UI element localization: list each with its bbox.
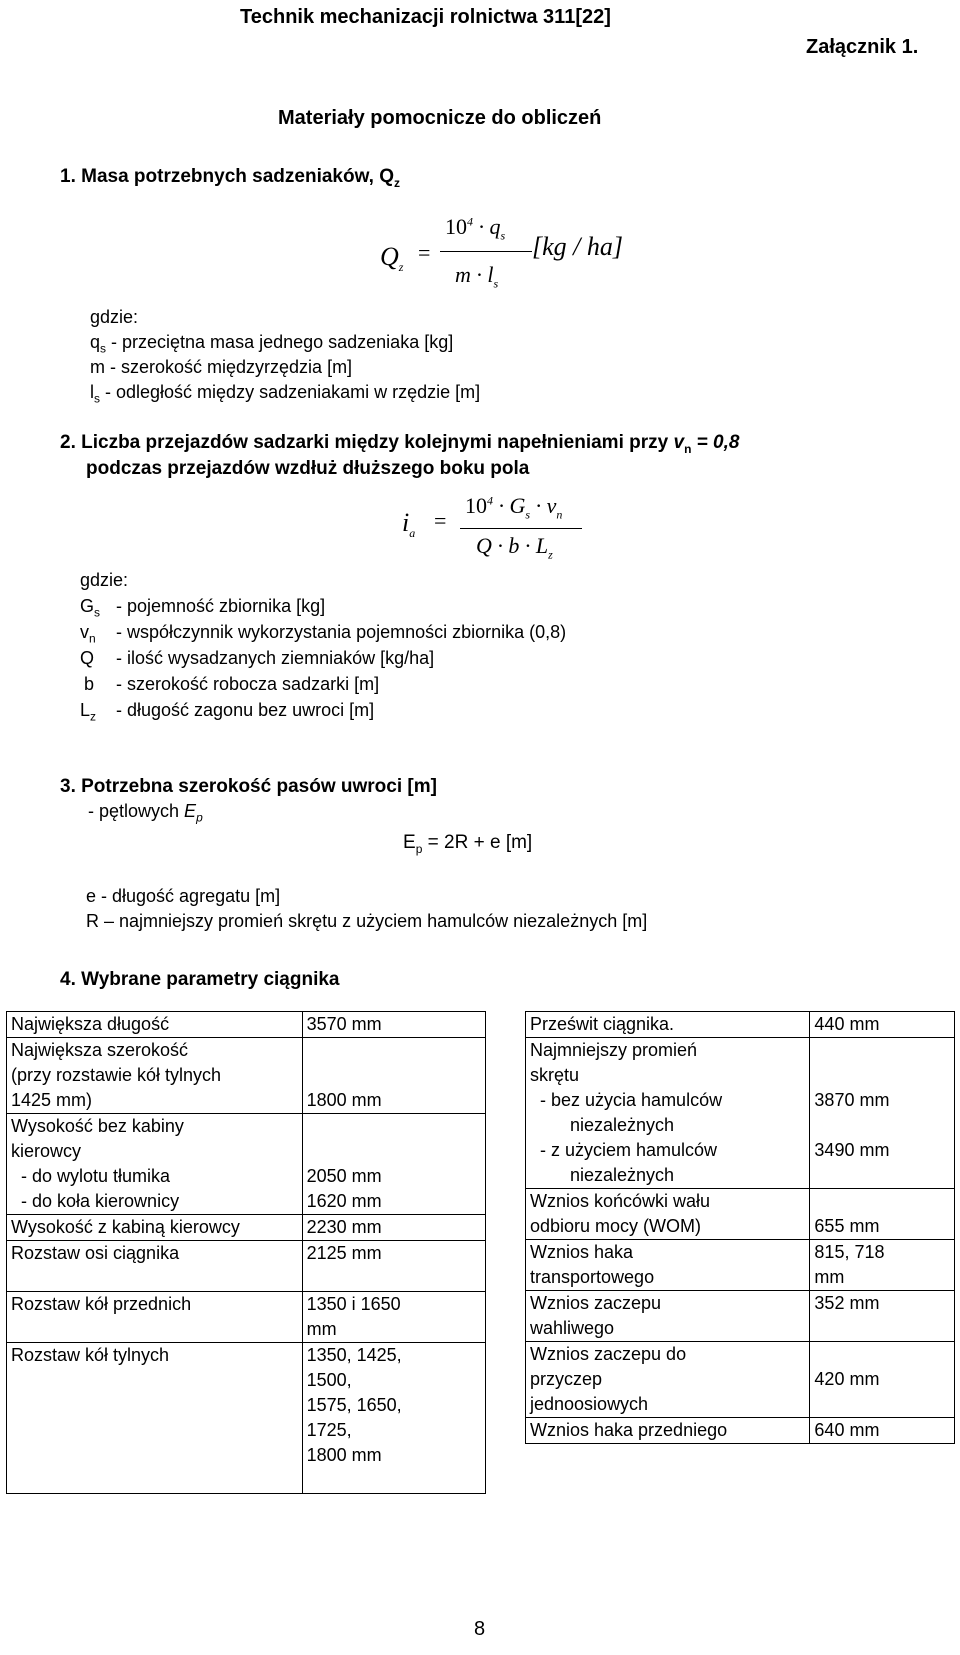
param-label bbox=[7, 1343, 303, 1494]
cell-line: - bez użycia hamulców bbox=[530, 1090, 723, 1110]
page-number: 8 bbox=[474, 1618, 486, 1640]
cell-line: 3870 mm bbox=[814, 1090, 890, 1110]
cell-line bbox=[814, 1316, 950, 1341]
right-params-table bbox=[525, 1011, 955, 1444]
section2-heading-line2: podczas przejazdów wzdłuż dłuższego boku pola bbox=[86, 458, 530, 479]
cell-line: Rozstaw kół tylnych bbox=[11, 1345, 170, 1365]
cell-line bbox=[11, 1443, 298, 1468]
document-title: Technik mechanizacji rolnictwa 311[22] bbox=[240, 6, 611, 28]
param-value bbox=[302, 1215, 485, 1241]
param-value bbox=[302, 1241, 485, 1292]
cell-line: 1800 mm bbox=[306, 1445, 382, 1465]
def-vn: $v_n$ - współczynnik wykorzystania pojemności zbiornika (0,8) bbox=[80, 622, 567, 646]
cell-line: 655 mm bbox=[814, 1216, 880, 1236]
cell-line: Największa szerokość bbox=[11, 1040, 189, 1060]
def-r: R – najmniejszy promień skrętu z użyciem hamulców niezależnych [m] bbox=[86, 911, 648, 931]
cell-line: Wysokość z kabiną kierowcy bbox=[11, 1217, 240, 1237]
section3-heading: 3. Potrzebna szerokość pasów uwroci [m] bbox=[60, 776, 437, 797]
param-value bbox=[810, 1291, 955, 1342]
cell-line: Najmniejszy promień bbox=[530, 1040, 698, 1060]
param-label bbox=[526, 1291, 810, 1342]
param-value bbox=[810, 1418, 955, 1444]
cell-line bbox=[307, 1038, 481, 1063]
table-row bbox=[7, 1241, 486, 1292]
cell-line bbox=[814, 1342, 950, 1367]
cell-line: 1425 mm) bbox=[11, 1090, 93, 1110]
param-label bbox=[526, 1038, 810, 1189]
cell-line: Wysokość bez kabiny bbox=[11, 1116, 184, 1136]
cell-line bbox=[814, 1163, 950, 1188]
cell-line: 1725, bbox=[306, 1420, 352, 1440]
cell-line: Największa długość bbox=[11, 1014, 170, 1034]
param-value bbox=[302, 1114, 485, 1215]
cell-line: 2230 mm bbox=[306, 1217, 382, 1237]
cell-line bbox=[814, 1189, 950, 1214]
cell-line: Wznios zaczepu bbox=[530, 1293, 662, 1313]
cell-line: 3490 mm bbox=[814, 1140, 890, 1160]
cell-line: 1500, bbox=[306, 1370, 352, 1390]
param-label bbox=[526, 1012, 810, 1038]
cell-line bbox=[307, 1114, 481, 1139]
param-label bbox=[7, 1241, 303, 1292]
param-value bbox=[302, 1343, 485, 1494]
param-value bbox=[302, 1012, 485, 1038]
section4-heading: 4. Wybrane parametry ciągnika bbox=[60, 969, 340, 990]
left-params-table bbox=[6, 1011, 486, 1494]
table-row bbox=[7, 1012, 486, 1038]
cell-line: Wznios haka bbox=[530, 1242, 634, 1262]
table-row bbox=[526, 1291, 955, 1342]
cell-line bbox=[11, 1418, 298, 1443]
cell-line: Prześwit ciągnika. bbox=[530, 1014, 675, 1034]
param-label bbox=[526, 1342, 810, 1418]
cell-line: kierowcy bbox=[11, 1141, 82, 1161]
section2-heading: 2. Liczba przejazdów sadzarki między kolejnymi napełnieniami przy $v_n = 0,8$ bbox=[60, 432, 740, 456]
cell-line: Wznios zaczepu do bbox=[530, 1344, 687, 1364]
cell-line: 3570 mm bbox=[306, 1014, 382, 1034]
cell-line bbox=[307, 1139, 481, 1164]
def-ls: $l_s$ - odległość między sadzeniakami w rzędzie [m] bbox=[90, 382, 481, 406]
param-label bbox=[526, 1418, 810, 1444]
cell-line bbox=[307, 1063, 481, 1088]
cell-line: Wznios haka przedniego bbox=[530, 1420, 728, 1440]
cell-line bbox=[814, 1392, 950, 1417]
annex-label: Załącznik 1. bbox=[806, 36, 919, 58]
cell-line: - z użyciem hamulców bbox=[530, 1140, 718, 1160]
cell-line: niezależnych bbox=[530, 1165, 675, 1185]
cell-line: 1350, 1425, bbox=[306, 1345, 402, 1365]
cell-line bbox=[11, 1393, 298, 1418]
def-e: e - długość agregatu [m] bbox=[86, 886, 281, 906]
cell-line: 1350 i 1650 bbox=[306, 1294, 401, 1314]
table-row bbox=[526, 1189, 955, 1240]
cell-line bbox=[307, 1266, 481, 1291]
cell-line: - do koła kierownicy bbox=[11, 1191, 180, 1211]
param-value bbox=[810, 1342, 955, 1418]
cell-line bbox=[11, 1468, 298, 1493]
cell-line: (przy rozstawie kół tylnych bbox=[11, 1065, 222, 1085]
cell-line bbox=[814, 1113, 950, 1138]
section1-gdzie: gdzie: bbox=[90, 307, 139, 327]
cell-line bbox=[814, 1038, 950, 1063]
cell-line: mm bbox=[306, 1319, 337, 1339]
cell-line: 1800 mm bbox=[306, 1090, 382, 1110]
table-row bbox=[7, 1038, 486, 1114]
table-row bbox=[526, 1240, 955, 1291]
param-label bbox=[526, 1240, 810, 1291]
section2-gdzie: gdzie: bbox=[80, 570, 129, 590]
cell-line: Rozstaw osi ciągnika bbox=[11, 1243, 180, 1263]
cell-line: niezależnych bbox=[530, 1115, 675, 1135]
table-row bbox=[526, 1038, 955, 1189]
cell-line bbox=[11, 1266, 298, 1291]
param-value bbox=[302, 1038, 485, 1114]
cell-line: wahliwego bbox=[530, 1318, 615, 1338]
param-label bbox=[7, 1292, 303, 1343]
table-row bbox=[7, 1215, 486, 1241]
cell-line: przyczep bbox=[530, 1369, 603, 1389]
def-lz: $L_z$ - długość zagonu bez uwroci [m] bbox=[80, 700, 375, 724]
table-row bbox=[526, 1418, 955, 1444]
cell-line: 352 mm bbox=[814, 1293, 880, 1313]
cell-line: odbioru mocy (WOM) bbox=[530, 1216, 702, 1236]
cell-line: 640 mm bbox=[814, 1420, 880, 1440]
cell-line: 815, 718 bbox=[814, 1242, 885, 1262]
cell-line: 440 mm bbox=[814, 1014, 880, 1034]
cell-line: Wznios końcówki wału bbox=[530, 1191, 711, 1211]
param-label bbox=[7, 1012, 303, 1038]
cell-line: 420 mm bbox=[814, 1369, 880, 1389]
formula-ep: $E_p = 2R + e$ [m] bbox=[403, 832, 533, 856]
def-qs: $q_s$ - przeciętna masa jednego sadzeniaka [kg] bbox=[90, 332, 454, 356]
def-b: b - szerokość robocza sadzarki [m] bbox=[84, 674, 380, 694]
cell-line: skrętu bbox=[530, 1065, 580, 1085]
cell-line: transportowego bbox=[530, 1267, 655, 1287]
def-m: m - szerokość międzyrzędzia [m] bbox=[90, 357, 353, 377]
cell-line: 1575, 1650, bbox=[306, 1395, 402, 1415]
section3-sub: - pętlowych $E_p$ bbox=[88, 801, 203, 825]
cell-line bbox=[814, 1063, 950, 1088]
cell-line bbox=[11, 1317, 298, 1342]
table-row bbox=[7, 1292, 486, 1343]
section1-heading: 1. Masa potrzebnych sadzeniaków, $Q_z$ bbox=[60, 166, 401, 190]
cell-line: 1620 mm bbox=[306, 1191, 382, 1211]
param-value bbox=[810, 1012, 955, 1038]
table-row bbox=[7, 1343, 486, 1494]
param-label bbox=[7, 1114, 303, 1215]
cell-line: mm bbox=[814, 1267, 845, 1287]
cell-line: jednoosiowych bbox=[530, 1394, 649, 1414]
param-value bbox=[810, 1038, 955, 1189]
table-row bbox=[526, 1012, 955, 1038]
page-subtitle: Materiały pomocnicze do obliczeń bbox=[278, 107, 602, 129]
cell-line: 2125 mm bbox=[306, 1243, 382, 1263]
cell-line: Rozstaw kół przednich bbox=[11, 1294, 192, 1314]
param-label bbox=[7, 1215, 303, 1241]
cell-line bbox=[11, 1368, 298, 1393]
param-label bbox=[7, 1038, 303, 1114]
def-gs: $G_s$ - pojemność zbiornika [kg] bbox=[80, 596, 326, 620]
table-row bbox=[526, 1342, 955, 1418]
param-value bbox=[810, 1240, 955, 1291]
table-row bbox=[7, 1114, 486, 1215]
param-value bbox=[302, 1292, 485, 1343]
param-label bbox=[526, 1189, 810, 1240]
cell-line: 2050 mm bbox=[306, 1166, 382, 1186]
param-value bbox=[810, 1189, 955, 1240]
def-q: Q - ilość wysadzanych ziemniaków [kg/ha] bbox=[80, 648, 435, 668]
cell-line: - do wylotu tłumika bbox=[11, 1166, 171, 1186]
